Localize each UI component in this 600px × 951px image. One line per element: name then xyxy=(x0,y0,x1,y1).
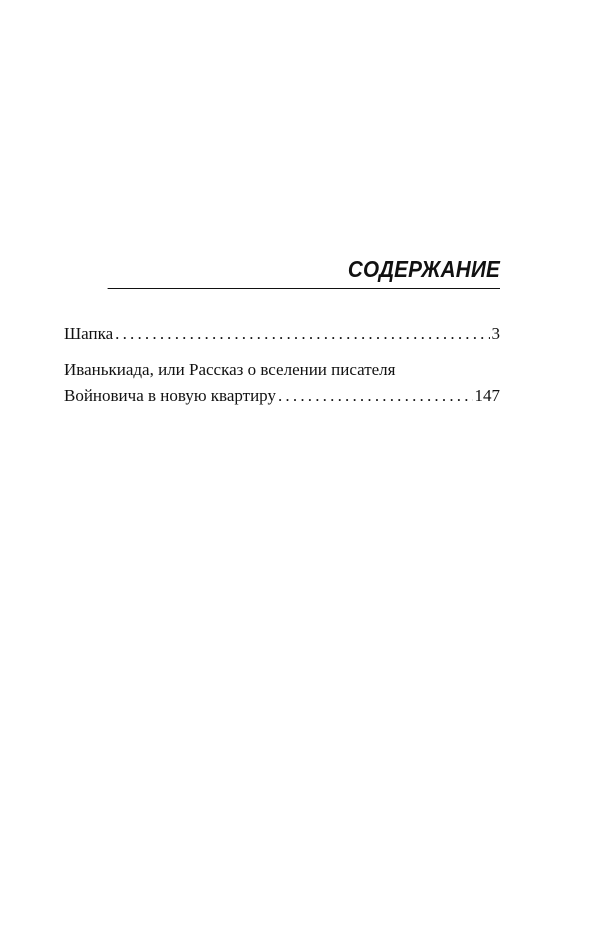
table-of-contents xyxy=(64,254,500,419)
toc-dot-leader xyxy=(115,321,489,347)
toc-entry-ivankiada[interactable] xyxy=(64,357,500,409)
toc-entry-shapka[interactable] xyxy=(64,321,500,347)
toc-entry-page-number: 3 xyxy=(491,324,500,343)
toc-entry-title-part-1: Иванькиада, или Рассказ о вселении писателя xyxy=(64,360,396,379)
toc-dot-leader xyxy=(278,383,473,409)
toc-entry-page-number: 147 xyxy=(474,386,500,405)
toc-list xyxy=(64,321,500,409)
toc-entry-line xyxy=(64,383,500,409)
toc-entry-line xyxy=(64,321,500,347)
toc-entry-title-part-2: Войновича в новую квартиру xyxy=(64,386,276,405)
toc-title: СОДЕРЖАНИЕ xyxy=(108,254,500,289)
toc-entry-title-line-1 xyxy=(64,357,500,383)
toc-entry-title: Шапка xyxy=(64,324,114,343)
